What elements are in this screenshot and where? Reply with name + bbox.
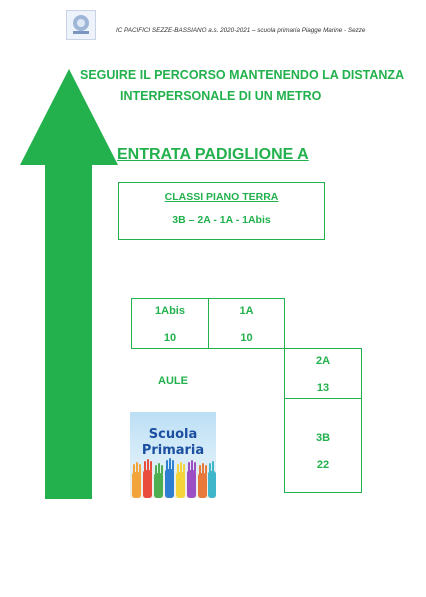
room-class: 1A	[239, 305, 254, 317]
aule-label: AULE	[158, 375, 188, 387]
room-number: 10	[240, 332, 253, 344]
room-number: 22	[316, 459, 330, 471]
room-class: 2A	[315, 355, 331, 367]
room-cell-1a	[208, 298, 285, 349]
painted-hands-icon	[130, 458, 216, 498]
instruction-line-1: SEGUIRE IL PERCORSO MANTENENDO LA DISTANZA	[80, 68, 405, 82]
room-cell-3b	[284, 398, 362, 493]
entrance-title: ENTRATA PADIGLIONE A	[117, 146, 309, 163]
arrow-up-icon	[20, 69, 118, 499]
scuola-primaria-image	[130, 412, 216, 498]
school-header: IC PACIFICI SEZZE-BASSIANO a.s. 2020-2021 – scuola primaria Piagge Marine - Sezze	[116, 27, 366, 34]
instruction-line-2: INTERPERSONALE DI UN METRO	[120, 89, 322, 103]
school-logo	[66, 10, 96, 40]
classes-box	[118, 182, 325, 240]
room-number: 13	[316, 382, 330, 394]
classes-list: 3B – 2A - 1A - 1Abis	[172, 214, 271, 226]
room-class: 1Abis	[155, 305, 185, 317]
image-text-line-2: Primaria	[141, 443, 205, 458]
room-number: 10	[163, 332, 177, 344]
room-cell-2a	[284, 348, 362, 399]
classes-title: CLASSI PIANO TERRA	[164, 191, 279, 203]
room-cell-1abis	[131, 298, 209, 349]
image-text-line-1: Scuola	[148, 427, 198, 442]
room-class: 3B	[315, 432, 331, 444]
